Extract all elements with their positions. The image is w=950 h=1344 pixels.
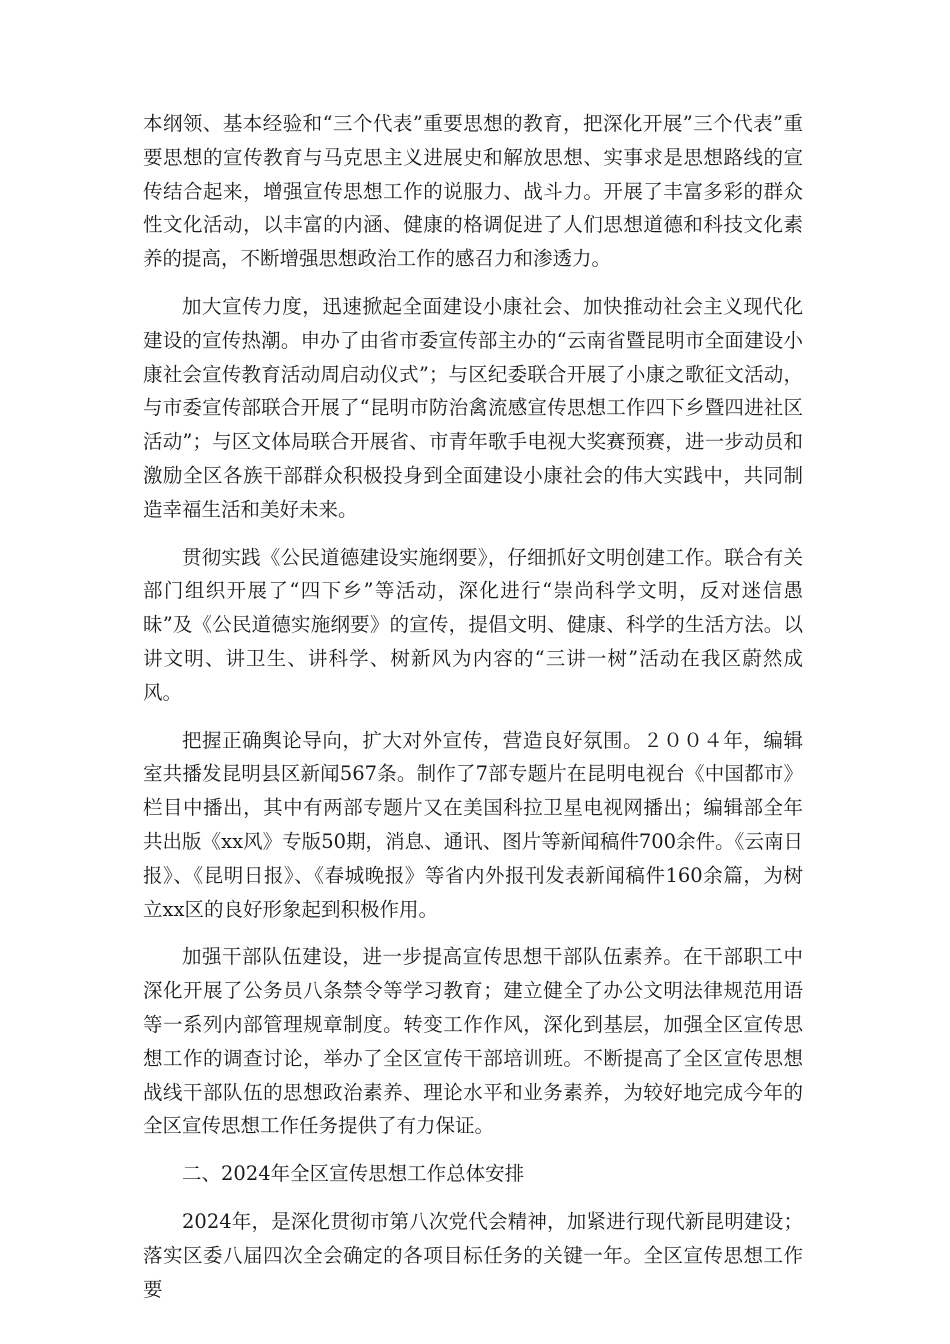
section-heading: 二、2024年全区宣传思想工作总体安排 [182,1162,525,1186]
paragraph-cadre-building: 加强干部队伍建设，进一步提高宣传思想干部队伍素养。在干部职工中深化开展了公务员八条禁令等学习教育；建立健全了办公文明法律规范用语等一系列内部管理规章制度。转变工作作风，深化到基层，加强全区宣传思想工作的调查讨论，举办了全区宣传干部培训班。不断提高了全区宣传思想战线干部队伍的思想政治素养、理论水平和业务素养，为较好地完成今年的全区宣传思想工作任务提供了有力保证。 [143,945,803,1138]
paragraph-public-opinion: 把握正确舆论导向，扩大对外宣传，营造良好氛围。２００４年，编辑室共播发昆明县区新闻567条。制作了7部专题片在昆明电视台《中国都市》栏目中播出，其中有两部专题片又在美国科拉卫星电视网播出；编辑部全年共出版《xx风》专版50期，消息、通讯、图片等新闻稿件700余件。《云南日报》、《昆明日报》、《春城晚报》等省内外报刊发表新闻稿件160余篇，为树立xx区的良好形象起到积极作用。 [143,728,803,921]
paragraph-civic-morality: 贯彻实践《公民道德建设实施纲要》，仔细抓好文明创建工作。联合有关部门组织开展了“四下乡”等活动，深化进行“崇尚科学文明，反对迷信愚昧”及《公民道德实施纲要》的宣传，提倡文明、健康、科学的生活方法。以讲文明、讲卫生、讲科学、树新风为内容的“三讲一树”活动在我区蔚然成风。 [143,545,803,704]
paragraph-continuation: 本纲领、基本经验和“三个代表”重要思想的教育，把深化开展”三个代表”重要思想的宣传教育与马克思主义进展史和解放思想、实事求是思想路线的宣传结合起来，增强宣传思想工作的说服力、战斗力。开展了丰富多彩的群众性文化活动，以丰富的内涵、健康的格调促进了人们思想道德和科技文化素养的提高，不断增强思想政治工作的感召力和渗透力。 [143,112,803,271]
paragraph-publicity-campaign: 加大宣传力度，迅速掀起全面建设小康社会、加快推动社会主义现代化建设的宣传热潮。申办了由省市委宣传部主办的“云南省暨昆明市全面建设小康社会宣传教育活动周启动仪式”；与区纪委联合开展了小康之歌征文活动，与市委宣传部联合开展了“昆明市防治禽流感宣传思想工作四下乡暨四进社区活动”；与区文体局联合开展省、市青年歌手电视大奖赛预赛，进一步动员和激励全区各族干部群众积极投身到全面建设小康社会的伟大实践中，共同制造幸福生活和美好未来。 [143,294,803,521]
document-body [143,107,803,1320]
paragraph-overall-plan: 2024年，是深化贯彻市第八次党代会精神，加紧进行现代新昆明建设；落实区委八届四次全会确定的各项目标任务的关键一年。全区宣传思想工作要 [143,1209,803,1301]
